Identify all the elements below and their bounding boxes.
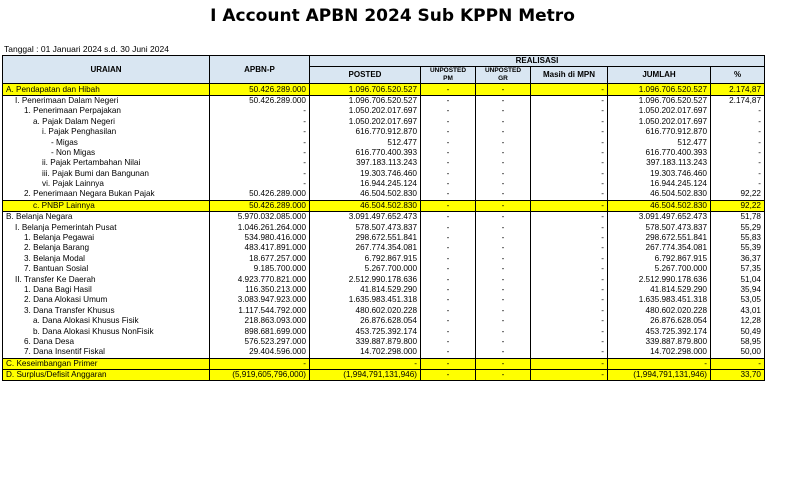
uraian-cell: I. Belanja Pemerintah Pusat (3, 222, 210, 232)
unposted-gr-cell: - (476, 243, 531, 253)
unposted-gr-cell: - (476, 158, 531, 168)
apbnp-cell: - (210, 117, 310, 127)
jumlah-cell: 480.602.020.228 (608, 306, 711, 316)
uraian-cell: 2. Dana Alokasi Umum (3, 295, 210, 305)
apbnp-cell: - (210, 169, 310, 179)
pct-cell: 43,01 (711, 306, 765, 316)
uraian-cell: A. Pendapatan dan Hibah (3, 84, 210, 95)
posted-cell: 1.096.706.520.527 (310, 84, 421, 95)
posted-cell: 339.887.879.800 (310, 337, 421, 347)
unposted-gr-cell: - (476, 285, 531, 295)
uraian-cell: C. Keseimbangan Primer (3, 358, 210, 369)
apbnp-cell: 116.350.213.000 (210, 285, 310, 295)
posted-cell: 19.303.746.460 (310, 169, 421, 179)
posted-cell: (1,994,791,131,946) (310, 369, 421, 380)
unposted-gr-cell: - (476, 306, 531, 316)
posted-cell: 1.635.983.451.318 (310, 295, 421, 305)
posted-cell: 1.050.202.017.697 (310, 117, 421, 127)
posted-cell: 6.792.867.915 (310, 254, 421, 264)
unposted-gr-cell: - (476, 169, 531, 179)
masih-mpn-cell: - (531, 137, 608, 147)
apbnp-cell: 483.417.891.000 (210, 243, 310, 253)
posted-cell: 480.602.020.228 (310, 306, 421, 316)
col-header-apbnp: APBN-P (210, 56, 310, 84)
pct-cell: 12,28 (711, 316, 765, 326)
masih-mpn-cell: - (531, 243, 608, 253)
masih-mpn-cell: - (531, 200, 608, 211)
pct-cell: 51,78 (711, 212, 765, 223)
unposted-pm-cell: - (421, 117, 476, 127)
table-row (3, 212, 765, 223)
jumlah-cell: 1.050.202.017.697 (608, 117, 711, 127)
unposted-gr-cell: - (476, 337, 531, 347)
pct-cell: - (711, 127, 765, 137)
uraian-cell: II. Transfer Ke Daerah (3, 274, 210, 284)
pct-cell: 55,83 (711, 233, 765, 243)
unposted-pm-cell: - (421, 306, 476, 316)
pct-cell: 50,00 (711, 347, 765, 358)
pct-cell: 58,95 (711, 337, 765, 347)
uraian-cell: B. Belanja Negara (3, 212, 210, 223)
uraian-cell: I. Penerimaan Dalam Negeri (3, 95, 210, 106)
apbnp-cell: 576.523.297.000 (210, 337, 310, 347)
unposted-gr-cell: - (476, 137, 531, 147)
col-header-posted: POSTED (310, 67, 421, 84)
table-row (3, 316, 765, 326)
apbnp-cell: 50.426.289.000 (210, 189, 310, 200)
apbnp-cell: 534.980.416.000 (210, 233, 310, 243)
posted-cell: - (310, 358, 421, 369)
table-row (3, 306, 765, 316)
apbn-table (2, 55, 765, 381)
jumlah-cell: 6.792.867.915 (608, 254, 711, 264)
jumlah-cell: 1.635.983.451.318 (608, 295, 711, 305)
apbnp-cell: - (210, 137, 310, 147)
jumlah-cell: 397.183.113.243 (608, 158, 711, 168)
pct-cell: 57,35 (711, 264, 765, 274)
table-row (3, 233, 765, 243)
posted-cell: 26.876.628.054 (310, 316, 421, 326)
uraian-cell: 3. Belanja Modal (3, 254, 210, 264)
jumlah-cell: 616.770.400.393 (608, 148, 711, 158)
table-row (3, 337, 765, 347)
table-row (3, 295, 765, 305)
posted-cell: 1.050.202.017.697 (310, 106, 421, 116)
jumlah-cell: 19.303.746.460 (608, 169, 711, 179)
jumlah-cell: 339.887.879.800 (608, 337, 711, 347)
masih-mpn-cell: - (531, 95, 608, 106)
masih-mpn-cell: - (531, 148, 608, 158)
uraian-cell: 1. Penerimaan Perpajakan (3, 106, 210, 116)
unposted-gr-cell: - (476, 95, 531, 106)
uraian-cell: ii. Pajak Pertambahan Nilai (3, 158, 210, 168)
apbnp-cell: 50.426.289.000 (210, 200, 310, 211)
unposted-pm-cell: - (421, 127, 476, 137)
posted-cell: 14.702.298.000 (310, 347, 421, 358)
unposted-gr-cell: - (476, 84, 531, 95)
masih-mpn-cell: - (531, 212, 608, 223)
unposted-pm-cell: - (421, 222, 476, 232)
unposted-pm-cell: - (421, 347, 476, 358)
apbnp-cell: 50.426.289.000 (210, 95, 310, 106)
apbnp-cell: - (210, 106, 310, 116)
masih-mpn-cell: - (531, 127, 608, 137)
pct-cell: 55,39 (711, 243, 765, 253)
masih-mpn-cell: - (531, 106, 608, 116)
apbnp-cell: 5.970.032.085.000 (210, 212, 310, 223)
unposted-pm-cell: - (421, 369, 476, 380)
unposted-gr-cell: - (476, 189, 531, 200)
uraian-cell: 2. Penerimaan Negara Bukan Pajak (3, 189, 210, 200)
table-row (3, 222, 765, 232)
unposted-gr-cell: - (476, 347, 531, 358)
uraian-cell: i. Pajak Penghasilan (3, 127, 210, 137)
unposted-pm-cell: - (421, 274, 476, 284)
masih-mpn-cell: - (531, 117, 608, 127)
uraian-cell: - Migas (3, 137, 210, 147)
unposted-gr-cell: - (476, 117, 531, 127)
pct-cell: - (711, 148, 765, 158)
table-row (3, 326, 765, 336)
uraian-cell: vi. Pajak Lainnya (3, 179, 210, 189)
unposted-pm-cell: - (421, 200, 476, 211)
unposted-pm-cell: - (421, 106, 476, 116)
unposted-pm-cell: - (421, 337, 476, 347)
apbnp-cell: 9.185.700.000 (210, 264, 310, 274)
unposted-gr-cell: - (476, 326, 531, 336)
pct-cell: - (711, 158, 765, 168)
table-row (3, 169, 765, 179)
unposted-pm-cell: - (421, 326, 476, 336)
uraian-cell: 1. Dana Bagi Hasil (3, 285, 210, 295)
posted-cell: 298.672.551.841 (310, 233, 421, 243)
jumlah-cell: 46.504.502.830 (608, 189, 711, 200)
table-body (3, 84, 765, 381)
unposted-pm-cell: - (421, 316, 476, 326)
unposted-pm-cell: - (421, 189, 476, 200)
masih-mpn-cell: - (531, 306, 608, 316)
masih-mpn-cell: - (531, 189, 608, 200)
unposted-gr-cell: - (476, 254, 531, 264)
apbnp-cell: 4.923.770.821.000 (210, 274, 310, 284)
jumlah-cell: 3.091.497.652.473 (608, 212, 711, 223)
col-header-pct: % (711, 67, 765, 84)
pct-cell: - (711, 179, 765, 189)
posted-cell: 616.770.400.393 (310, 148, 421, 158)
table-row (3, 106, 765, 116)
uraian-cell: 3. Dana Transfer Khusus (3, 306, 210, 316)
masih-mpn-cell: - (531, 285, 608, 295)
posted-cell: 41.814.529.290 (310, 285, 421, 295)
masih-mpn-cell: - (531, 369, 608, 380)
unposted-gr-cell: - (476, 274, 531, 284)
unposted-gr-cell: - (476, 106, 531, 116)
unposted-gr-cell: - (476, 316, 531, 326)
unposted-gr-cell: - (476, 233, 531, 243)
unposted-gr-cell: - (476, 295, 531, 305)
apbnp-cell: 1.046.261.264.000 (210, 222, 310, 232)
uraian-cell: 6. Dana Desa (3, 337, 210, 347)
unposted-pm-cell: - (421, 137, 476, 147)
uraian-cell: a. Dana Alokasi Khusus Fisik (3, 316, 210, 326)
posted-cell: 5.267.700.000 (310, 264, 421, 274)
unposted-pm-cell: - (421, 358, 476, 369)
col-header-jumlah: JUMLAH (608, 67, 711, 84)
jumlah-cell: 267.774.354.081 (608, 243, 711, 253)
posted-cell: 267.774.354.081 (310, 243, 421, 253)
unposted-pm-cell: - (421, 169, 476, 179)
table-row (3, 95, 765, 106)
apbnp-cell: - (210, 358, 310, 369)
table-row (3, 285, 765, 295)
uraian-cell: 2. Belanja Barang (3, 243, 210, 253)
unposted-pm-cell: - (421, 254, 476, 264)
table-row (3, 254, 765, 264)
masih-mpn-cell: - (531, 316, 608, 326)
jumlah-cell: 578.507.473.837 (608, 222, 711, 232)
apbnp-cell: 898.681.699.000 (210, 326, 310, 336)
pct-cell: 53,05 (711, 295, 765, 305)
jumlah-cell: 41.814.529.290 (608, 285, 711, 295)
jumlah-cell: - (608, 358, 711, 369)
masih-mpn-cell: - (531, 179, 608, 189)
jumlah-cell: 26.876.628.054 (608, 316, 711, 326)
posted-cell: 578.507.473.837 (310, 222, 421, 232)
masih-mpn-cell: - (531, 358, 608, 369)
apbnp-cell: - (210, 158, 310, 168)
col-header-uraian: URAIAN (3, 56, 210, 84)
posted-cell: 46.504.502.830 (310, 189, 421, 200)
jumlah-cell: 616.770.912.870 (608, 127, 711, 137)
uraian-cell: c. PNBP Lainnya (3, 200, 210, 211)
unposted-pm-cell: - (421, 95, 476, 106)
unposted-pm-cell: - (421, 233, 476, 243)
unposted-gr-cell: - (476, 200, 531, 211)
pct-cell: 33,70 (711, 369, 765, 380)
pct-cell: - (711, 169, 765, 179)
pct-cell: 2.174,87 (711, 95, 765, 106)
masih-mpn-cell: - (531, 254, 608, 264)
pct-cell: 2.174,87 (711, 84, 765, 95)
posted-cell: 3.091.497.652.473 (310, 212, 421, 223)
unposted-gr-cell: - (476, 127, 531, 137)
unposted-gr-cell: - (476, 264, 531, 274)
uraian-cell: a. Pajak Dalam Negeri (3, 117, 210, 127)
jumlah-cell: 1.050.202.017.697 (608, 106, 711, 116)
table-row (3, 358, 765, 369)
table-row (3, 274, 765, 284)
masih-mpn-cell: - (531, 347, 608, 358)
jumlah-cell: 1.096.706.520.527 (608, 95, 711, 106)
pct-cell: 92,22 (711, 189, 765, 200)
apbnp-cell: 18.677.257.000 (210, 254, 310, 264)
unposted-gr-cell: - (476, 148, 531, 158)
apbnp-cell: 1.117.544.792.000 (210, 306, 310, 316)
posted-cell: 397.183.113.243 (310, 158, 421, 168)
unposted-pm-cell: - (421, 285, 476, 295)
pct-cell: 36,37 (711, 254, 765, 264)
uraian-cell: b. Dana Alokasi Khusus NonFisik (3, 326, 210, 336)
masih-mpn-cell: - (531, 84, 608, 95)
jumlah-cell: 46.504.502.830 (608, 200, 711, 211)
apbnp-cell: - (210, 179, 310, 189)
posted-cell: 16.944.245.124 (310, 179, 421, 189)
pct-cell: 51,04 (711, 274, 765, 284)
posted-cell: 1.096.706.520.527 (310, 95, 421, 106)
uraian-cell: - Non Migas (3, 148, 210, 158)
unposted-pm-cell: - (421, 243, 476, 253)
col-header-unposted-gr: UNPOSTED GR (476, 67, 531, 84)
masih-mpn-cell: - (531, 169, 608, 179)
table-row (3, 84, 765, 95)
pct-cell: - (711, 358, 765, 369)
unposted-pm-cell: - (421, 212, 476, 223)
table-row (3, 243, 765, 253)
jumlah-cell: 5.267.700.000 (608, 264, 711, 274)
unposted-pm-cell: - (421, 84, 476, 95)
pct-cell: 50,49 (711, 326, 765, 336)
unposted-gr-cell: - (476, 179, 531, 189)
jumlah-cell: 14.702.298.000 (608, 347, 711, 358)
jumlah-cell: 16.944.245.124 (608, 179, 711, 189)
masih-mpn-cell: - (531, 295, 608, 305)
apbnp-cell: 3.083.947.923.000 (210, 295, 310, 305)
unposted-pm-cell: - (421, 179, 476, 189)
jumlah-cell: (1,994,791,131,946) (608, 369, 711, 380)
unposted-pm-cell: - (421, 264, 476, 274)
pct-cell: - (711, 106, 765, 116)
masih-mpn-cell: - (531, 222, 608, 232)
masih-mpn-cell: - (531, 337, 608, 347)
apbnp-cell: 50.426.289.000 (210, 84, 310, 95)
unposted-pm-cell: - (421, 148, 476, 158)
unposted-gr-cell: - (476, 212, 531, 223)
pct-cell: 35,94 (711, 285, 765, 295)
masih-mpn-cell: - (531, 158, 608, 168)
uraian-cell: iii. Pajak Bumi dan Bangunan (3, 169, 210, 179)
pct-cell: - (711, 137, 765, 147)
table-row (3, 117, 765, 127)
apbnp-cell: - (210, 127, 310, 137)
apbnp-cell: (5,919,605,796,000) (210, 369, 310, 380)
unposted-gr-cell: - (476, 358, 531, 369)
uraian-cell: 7. Dana Insentif Fiskal (3, 347, 210, 358)
unposted-pm-cell: - (421, 158, 476, 168)
unposted-gr-cell: - (476, 369, 531, 380)
apbnp-cell: - (210, 148, 310, 158)
masih-mpn-cell: - (531, 326, 608, 336)
table-row (3, 179, 765, 189)
posted-cell: 453.725.392.174 (310, 326, 421, 336)
apbnp-cell: 218.863.093.000 (210, 316, 310, 326)
jumlah-cell: 2.512.990.178.636 (608, 274, 711, 284)
table-row (3, 158, 765, 168)
uraian-cell: D. Surplus/Defisit Anggaran (3, 369, 210, 380)
table-row (3, 200, 765, 211)
table-row (3, 189, 765, 200)
unposted-gr-cell: - (476, 222, 531, 232)
table-row (3, 369, 765, 380)
posted-cell: 2.512.990.178.636 (310, 274, 421, 284)
uraian-cell: 1. Belanja Pegawai (3, 233, 210, 243)
report-title: I Account APBN 2024 Sub KPPN Metro (210, 6, 575, 26)
jumlah-cell: 512.477 (608, 137, 711, 147)
posted-cell: 512.477 (310, 137, 421, 147)
pct-cell: 55,29 (711, 222, 765, 232)
posted-cell: 616.770.912.870 (310, 127, 421, 137)
table-row (3, 264, 765, 274)
masih-mpn-cell: - (531, 233, 608, 243)
jumlah-cell: 1.096.706.520.527 (608, 84, 711, 95)
jumlah-cell: 298.672.551.841 (608, 233, 711, 243)
jumlah-cell: 453.725.392.174 (608, 326, 711, 336)
table-row (3, 127, 765, 137)
table-row (3, 137, 765, 147)
col-header-realisasi: REALISASI (310, 56, 765, 67)
table-row (3, 347, 765, 358)
apbnp-cell: 29.404.596.000 (210, 347, 310, 358)
date-range: Tanggal : 01 Januari 2024 s.d. 30 Juni 2024 (4, 44, 169, 54)
pct-cell: - (711, 117, 765, 127)
masih-mpn-cell: - (531, 274, 608, 284)
masih-mpn-cell: - (531, 264, 608, 274)
table-row (3, 148, 765, 158)
col-header-masih-mpn: Masih di MPN (531, 67, 608, 84)
pct-cell: 92,22 (711, 200, 765, 211)
uraian-cell: 7. Bantuan Sosial (3, 264, 210, 274)
posted-cell: 46.504.502.830 (310, 200, 421, 211)
unposted-pm-cell: - (421, 295, 476, 305)
col-header-unposted-pm: UNPOSTED PM (421, 67, 476, 84)
